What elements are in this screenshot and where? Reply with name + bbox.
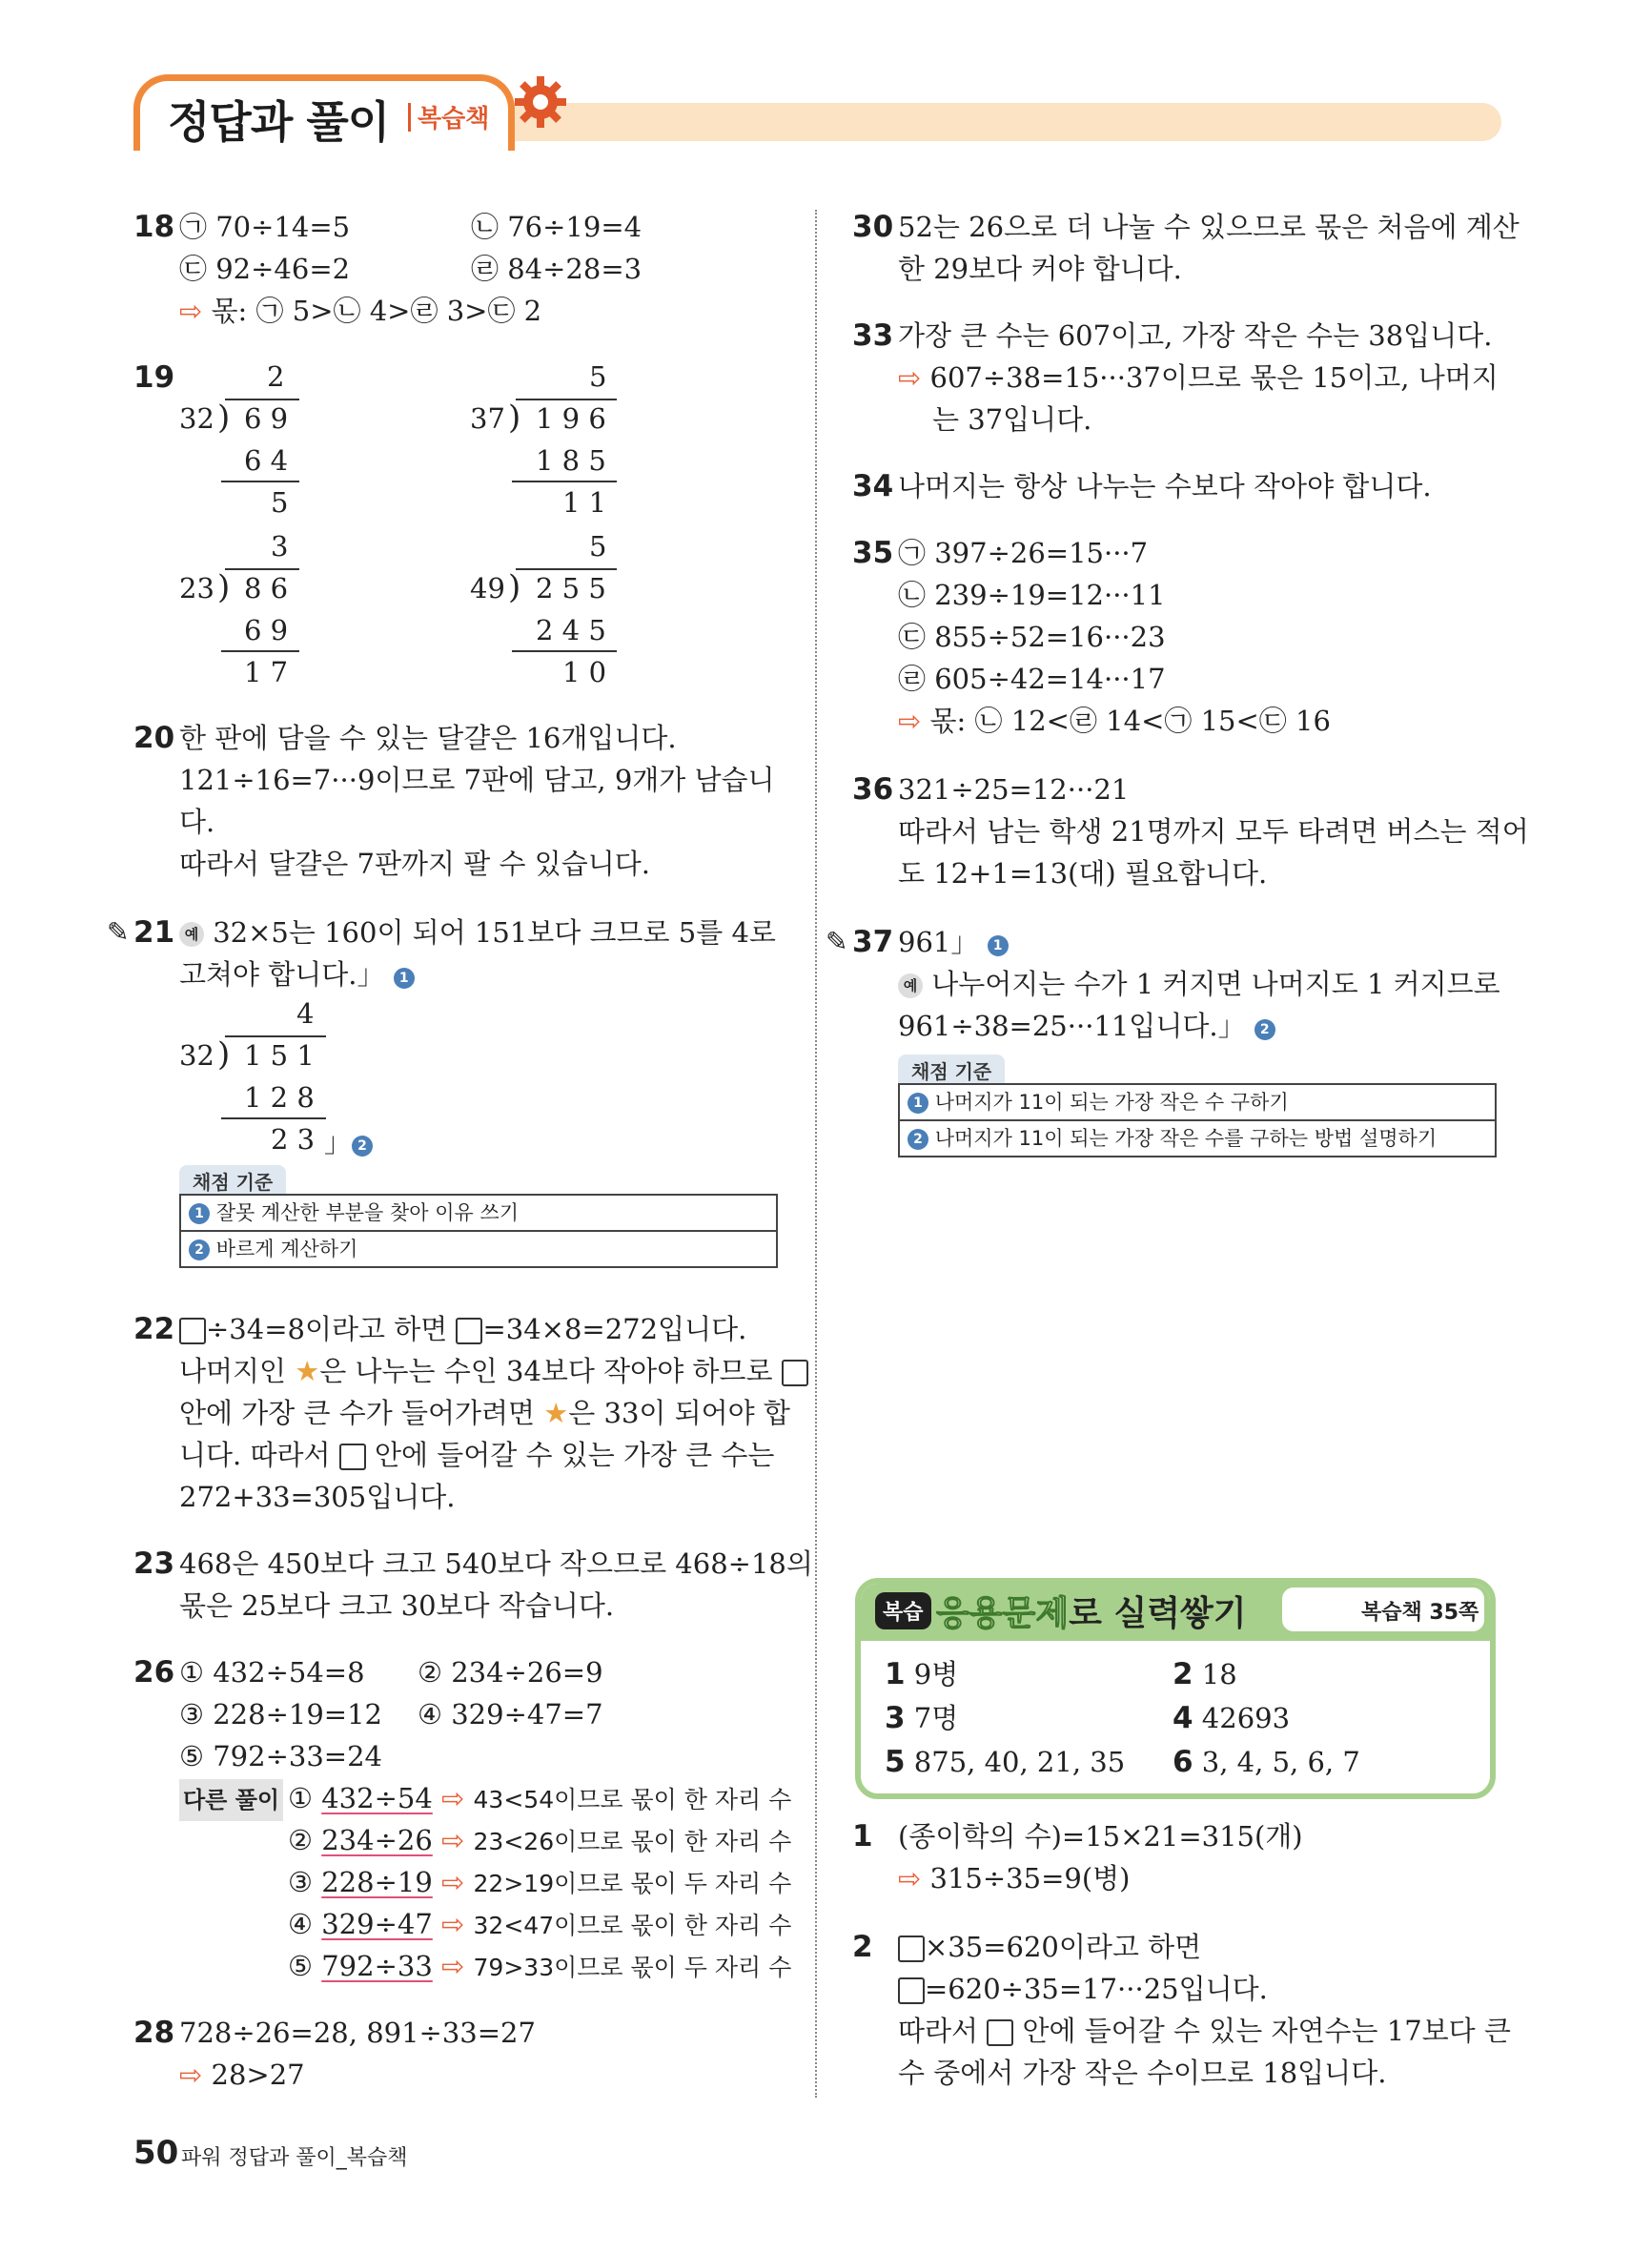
q21-div-dividend: 1 5 1	[244, 1039, 315, 1072]
q22-line1b: =34×8=272입니다.	[482, 1313, 747, 1345]
title-separator	[408, 103, 411, 132]
s1-line2	[898, 1857, 1130, 1899]
q19-div1-quotient: 2	[267, 360, 285, 393]
q26-alt-label	[179, 1777, 283, 1821]
row-num: ①	[288, 1782, 313, 1814]
q20-line4: 따라서 달걀은 7판까지 팔 수 있습니다.	[179, 848, 650, 880]
q19-div2-remainder: 1 1	[562, 486, 607, 519]
q19-div1-dividend: 6 9	[244, 402, 289, 435]
q37-crit1-text: 나머지가 11이 되는 가장 작은 수 구하기	[934, 1091, 1289, 1114]
footer-text: 파워 정답과 풀이_복습책	[181, 2146, 408, 2170]
q30-number: 30	[852, 210, 894, 244]
alt-solution-tag: 다른 풀이	[179, 1779, 283, 1821]
s2-line3	[898, 2010, 1511, 2052]
arrow-icon: ⇨	[441, 1908, 465, 1940]
arrow-icon: ⇨	[441, 1824, 465, 1856]
answer-num: 5	[885, 1745, 906, 1779]
q18-a: ㉠ 70÷14=5	[179, 211, 351, 243]
q30-line1: 52는 26으로 더 나눌 수 있으므로 몫은 처음에 계산	[898, 211, 1519, 243]
column-divider	[815, 210, 817, 2098]
arrow-icon: ⇨	[179, 295, 203, 327]
gear-icon	[511, 72, 570, 132]
row-num: ④	[288, 1908, 313, 1940]
star-icon: ★	[543, 1397, 569, 1429]
q19-div3-divisor: 23	[179, 572, 214, 604]
arrow-icon: ⇨	[441, 1782, 465, 1814]
q33-line2-text: 607÷38=15···37이므로 몫은 15이고, 나머지	[929, 361, 1499, 394]
q19-div4-dividend: 2 5 5	[536, 572, 606, 604]
pencil-icon: ✎	[107, 916, 130, 948]
q22-line2	[179, 1350, 808, 1392]
q33-line2	[898, 357, 1499, 399]
q22-line1	[179, 1308, 746, 1350]
q23-line2: 몫은 25보다 크고 30보다 작습니다.	[179, 1589, 615, 1622]
q37-crit1-marker: 1	[908, 1093, 928, 1114]
row-text: 79>33이므로 몫이 두 자리 수	[473, 1954, 792, 1981]
s1-line2-text: 315÷35=9(병)	[929, 1862, 1131, 1895]
blank-box	[179, 1318, 206, 1344]
q37-number: 37	[852, 925, 894, 959]
q26-a: ① 432÷54=8	[179, 1656, 365, 1689]
q33-line1: 가장 큰 수는 607이고, 가장 작은 수는 38입니다.	[898, 319, 1493, 352]
q36-line1: 321÷25=12···21	[898, 773, 1130, 806]
q21-line1-text: 32×5는 160이 되어 151보다 크므로 5를 4로	[213, 916, 776, 949]
q37-crit2-text: 나머지가 11이 되는 가장 작은 수를 구하는 방법 설명하기	[934, 1127, 1438, 1150]
pencil-icon: ✎	[826, 926, 848, 957]
review-tag: 복습	[875, 1592, 931, 1629]
q26-d: ④ 329÷47=7	[418, 1698, 603, 1731]
q21-crit1-marker: 1	[189, 1203, 210, 1224]
example-badge: 예	[179, 922, 204, 947]
q19-div2-product: 1 8 5	[536, 444, 606, 477]
row-expr: 792÷33	[321, 1950, 433, 1982]
q23-line1: 468은 450보다 크고 540보다 작으므로 468÷18의	[179, 1547, 813, 1580]
q19-div2-bar	[516, 399, 617, 400]
s2-line2-text: =620÷35=17···25입니다.	[925, 1973, 1268, 2005]
q37-criteria-row-2	[898, 1119, 1497, 1157]
s2-line1	[898, 1926, 1201, 1968]
q34-number: 34	[852, 469, 894, 503]
q37-line2	[898, 963, 1500, 1005]
page-subtitle: 복습책	[418, 105, 490, 133]
q19-div1-bracket: )	[217, 399, 231, 437]
q19-div4-product: 2 4 5	[536, 614, 606, 646]
row-text: 43<54이므로 몫이 한 자리 수	[473, 1786, 792, 1813]
q37-criteria-row-1	[898, 1083, 1497, 1121]
q36-number: 36	[852, 772, 894, 807]
q28-line2-text: 28>27	[211, 2058, 305, 2091]
q37-marker-1: 1	[988, 935, 1009, 956]
arrow-icon: ⇨	[441, 1866, 465, 1898]
q19-div1-product: 6 4	[244, 444, 289, 477]
q21-criteria-row-2	[179, 1230, 778, 1268]
q28-line1: 728÷26=28, 891÷33=27	[179, 2017, 536, 2049]
q35-answer-value: ㉡ 12<㉣ 14<㉠ 15<㉢ 16	[974, 705, 1331, 737]
q19-div2-line	[512, 481, 617, 482]
q18-number: 18	[133, 210, 175, 244]
row-text: 23<26이므로 몫이 한 자리 수	[473, 1828, 792, 1855]
q19-div2-bracket: )	[508, 399, 521, 437]
q35-answer	[898, 700, 1331, 742]
s2-line3a: 따라서	[898, 2015, 979, 2047]
q26-alt-row-5	[288, 1945, 791, 1989]
review-answer-6	[1173, 1741, 1360, 1783]
q21-line2-text: 고쳐야 합니다.」	[179, 958, 385, 991]
q21-number: 21	[133, 915, 175, 950]
answer-num: 1	[885, 1657, 906, 1691]
answer-value: 7명	[913, 1702, 959, 1734]
q22-line3b: 은 33이 되어야 합	[568, 1397, 790, 1429]
q19-div1-bar	[225, 399, 299, 400]
q37-crit2-marker: 2	[908, 1129, 928, 1150]
q19-div4-bracket: )	[508, 568, 521, 606]
q19-div4-quotient: 5	[589, 530, 607, 563]
row-num: ⑤	[288, 1950, 313, 1982]
q22-line3a: 안에 가장 큰 수가 들어가려면	[179, 1397, 536, 1429]
q37-criteria-title: 채점 기준	[898, 1055, 1005, 1086]
answer-num: 2	[1173, 1657, 1193, 1691]
arrow-icon: ⇨	[441, 1950, 465, 1982]
q22-line5: 272+33=305입니다.	[179, 1481, 456, 1513]
arrow-icon: ⇨	[898, 361, 922, 394]
blank-box	[782, 1360, 808, 1386]
q21-crit2-text: 바르게 계산하기	[215, 1238, 358, 1260]
q37-line3-text: 961÷38=25···11입니다.」	[898, 1010, 1246, 1042]
q19-div3-bar	[225, 568, 299, 570]
blank-box	[456, 1318, 482, 1344]
page-number: 50	[133, 2134, 179, 2172]
q35-number: 35	[852, 536, 894, 570]
q20-line3: 다.	[179, 806, 215, 838]
s2-line3b: 안에 들어갈 수 있는 자연수는 17보다 큰	[1022, 2015, 1511, 2047]
answer-value: 3, 4, 5, 6, 7	[1201, 1746, 1360, 1778]
review-title-a: 응용문제	[936, 1594, 1070, 1633]
q21-line1	[179, 911, 776, 953]
q35-c: ㉢ 855÷52=16···23	[898, 621, 1166, 653]
q19-div3-quotient: 3	[271, 530, 289, 563]
q19-div4-divisor: 49	[470, 572, 505, 604]
q22-line2a: 나머지인	[179, 1355, 287, 1387]
row-text: 32<47이므로 몫이 한 자리 수	[473, 1912, 792, 1939]
q35-d: ㉣ 605÷42=14···17	[898, 663, 1166, 695]
q30-line2: 한 29보다 커야 합니다.	[898, 253, 1182, 285]
s2-line1-text: ×35=620이라고 하면	[925, 1931, 1202, 1963]
q18-b: ㉡ 76÷19=4	[471, 211, 642, 243]
q26-b: ② 234÷26=9	[418, 1656, 603, 1689]
answer-num: 3	[885, 1701, 906, 1735]
answer-num: 4	[1173, 1701, 1193, 1735]
q19-div4-line	[512, 650, 617, 652]
q21-crit2-marker: 2	[189, 1239, 210, 1260]
q19-div3-line	[221, 650, 299, 652]
s1-number: 1	[852, 1819, 873, 1854]
blank-box	[898, 1977, 925, 2004]
q37-line1	[898, 921, 1009, 963]
review-answer-1	[885, 1653, 958, 1695]
answer-value: 875, 40, 21, 35	[913, 1746, 1126, 1778]
q34-line1: 나머지는 항상 나누는 수보다 작아야 합니다.	[898, 470, 1432, 502]
q28-number: 28	[133, 2016, 175, 2050]
row-num: ③	[288, 1866, 313, 1898]
q26-alt-row-2	[288, 1819, 791, 1863]
q18-answer	[179, 290, 541, 332]
q22-line4a: 니다. 따라서	[179, 1439, 331, 1471]
q21-div-line	[221, 1117, 326, 1119]
answer-value: 9병	[913, 1658, 959, 1690]
q18-c: ㉢ 92÷46=2	[179, 253, 351, 285]
q37-marker-2: 2	[1254, 1019, 1275, 1040]
s2-line2	[898, 1968, 1268, 2010]
arrow-icon: ⇨	[898, 1862, 922, 1895]
q19-div2-divisor: 37	[470, 402, 505, 435]
q21-div-bracket: )	[217, 1035, 231, 1074]
row-expr: 329÷47	[321, 1908, 433, 1940]
q28-line2	[179, 2054, 305, 2096]
review-page-ref: 복습책 35쪽	[1361, 1601, 1479, 1625]
q19-div4-remainder: 1 0	[562, 656, 607, 688]
answer-num: 6	[1173, 1745, 1193, 1779]
row-text: 22>19이므로 몫이 두 자리 수	[473, 1870, 792, 1897]
q20-line1: 한 판에 담을 수 있는 달걀은 16개입니다.	[179, 722, 677, 754]
q21-div-remainder: 2 3	[271, 1123, 316, 1156]
q26-alt-row-4	[288, 1903, 791, 1947]
q19-number: 19	[133, 360, 175, 395]
review-answer-2	[1173, 1653, 1237, 1695]
q37-line3	[898, 1005, 1275, 1047]
q35-b: ㉡ 239÷19=12···11	[898, 579, 1166, 611]
q19-div3-dividend: 8 6	[244, 572, 289, 604]
row-num: ②	[288, 1824, 313, 1856]
q22-line1a: ÷34=8이라고 하면	[206, 1313, 448, 1345]
q18-d: ㉣ 84÷28=3	[471, 253, 642, 285]
star-icon: ★	[295, 1355, 320, 1387]
review-title-c: 실력쌓기	[1113, 1594, 1247, 1633]
q21-marker-1: 1	[394, 968, 415, 989]
s1-line1: (종이학의 수)=15×21=315(개)	[898, 1820, 1303, 1853]
q21-div-bar	[225, 1035, 326, 1037]
q37-line2-text: 나누어지는 수가 1 커지면 나머지도 1 커지므로	[931, 968, 1500, 1000]
q21-div-product: 1 2 8	[244, 1081, 315, 1114]
row-expr: 234÷26	[321, 1824, 433, 1856]
q20-number: 20	[133, 721, 175, 755]
q26-alt-row-1	[288, 1777, 791, 1821]
review-title	[936, 1587, 1247, 1635]
review-answer-4	[1173, 1697, 1290, 1739]
q22-line2b: 은 나누는 수인 34보다 작아야 하므로	[319, 1355, 773, 1387]
review-title-b: 로	[1069, 1594, 1102, 1633]
q18-answer-value: ㉠ 5>㉡ 4>㉣ 3>㉢ 2	[255, 295, 542, 327]
q19-div1-line	[221, 481, 299, 482]
q36-line2: 따라서 남는 학생 21명까지 모두 타려면 버스는 적어	[898, 815, 1529, 848]
q22-line4	[179, 1434, 774, 1476]
answer-value: 18	[1201, 1658, 1237, 1690]
q19-div4-bar	[516, 568, 617, 570]
q21-marker-2: 2	[352, 1136, 373, 1157]
s2-number: 2	[852, 1930, 873, 1964]
blank-box	[339, 1444, 366, 1470]
review-answer-3	[885, 1697, 958, 1739]
q22-line4b: 안에 들어갈 수 있는 가장 큰 수는	[374, 1439, 775, 1471]
q35-answer-prefix: 몫:	[929, 705, 967, 737]
q35-a: ㉠ 397÷26=15···7	[898, 537, 1149, 569]
q19-div3-product: 6 9	[244, 614, 289, 646]
q19-div3-remainder: 1 7	[244, 656, 289, 688]
q26-c: ③ 228÷19=12	[179, 1698, 382, 1731]
q19-div1-divisor: 32	[179, 402, 214, 435]
s2-line4: 수 중에서 가장 작은 수이므로 18입니다.	[898, 2057, 1387, 2089]
page-title: 정답과 풀이	[168, 96, 390, 148]
q26-alt-row-3	[288, 1861, 791, 1905]
q21-criteria-row-1	[179, 1194, 778, 1232]
q19-div2-dividend: 1 9 6	[536, 402, 606, 435]
q23-number: 23	[133, 1546, 175, 1581]
q21-criteria-title: 채점 기준	[179, 1165, 286, 1197]
example-badge: 예	[898, 973, 923, 998]
q26-number: 26	[133, 1655, 175, 1690]
blank-box	[987, 2019, 1013, 2046]
q21-div-divisor: 32	[179, 1039, 214, 1072]
arrow-icon: ⇨	[179, 2058, 203, 2091]
review-answer-5	[885, 1741, 1125, 1783]
q22-line3	[179, 1392, 790, 1434]
q19-div2-quotient: 5	[589, 360, 607, 393]
q26-e: ⑤ 792÷33=24	[179, 1740, 382, 1772]
q21-line2	[179, 953, 415, 995]
blank-box	[898, 1936, 925, 1962]
answer-value: 42693	[1201, 1702, 1291, 1734]
q18-answer-prefix: 몫:	[211, 295, 248, 327]
q37-line1-text: 961」	[898, 926, 979, 958]
q20-line2: 121÷16=7···9이므로 7판에 담고, 9개가 남습니	[179, 764, 775, 796]
q33-number: 33	[852, 318, 894, 353]
arrow-icon: ⇨	[898, 705, 922, 737]
q21-div-quotient: 4	[296, 997, 315, 1030]
q33-line3: 는 37입니다.	[932, 403, 1092, 436]
q36-line3: 도 12+1=13(대) 필요합니다.	[898, 857, 1268, 890]
q22-number: 22	[133, 1312, 175, 1346]
q21-end: 」 2	[324, 1121, 373, 1163]
row-expr: 432÷54	[321, 1782, 433, 1814]
q19-div1-remainder: 5	[271, 486, 289, 519]
q19-div3-bracket: )	[217, 568, 231, 606]
q21-crit1-text: 잘못 계산한 부분을 찾아 이유 쓰기	[215, 1201, 520, 1224]
row-expr: 228÷19	[321, 1866, 433, 1898]
